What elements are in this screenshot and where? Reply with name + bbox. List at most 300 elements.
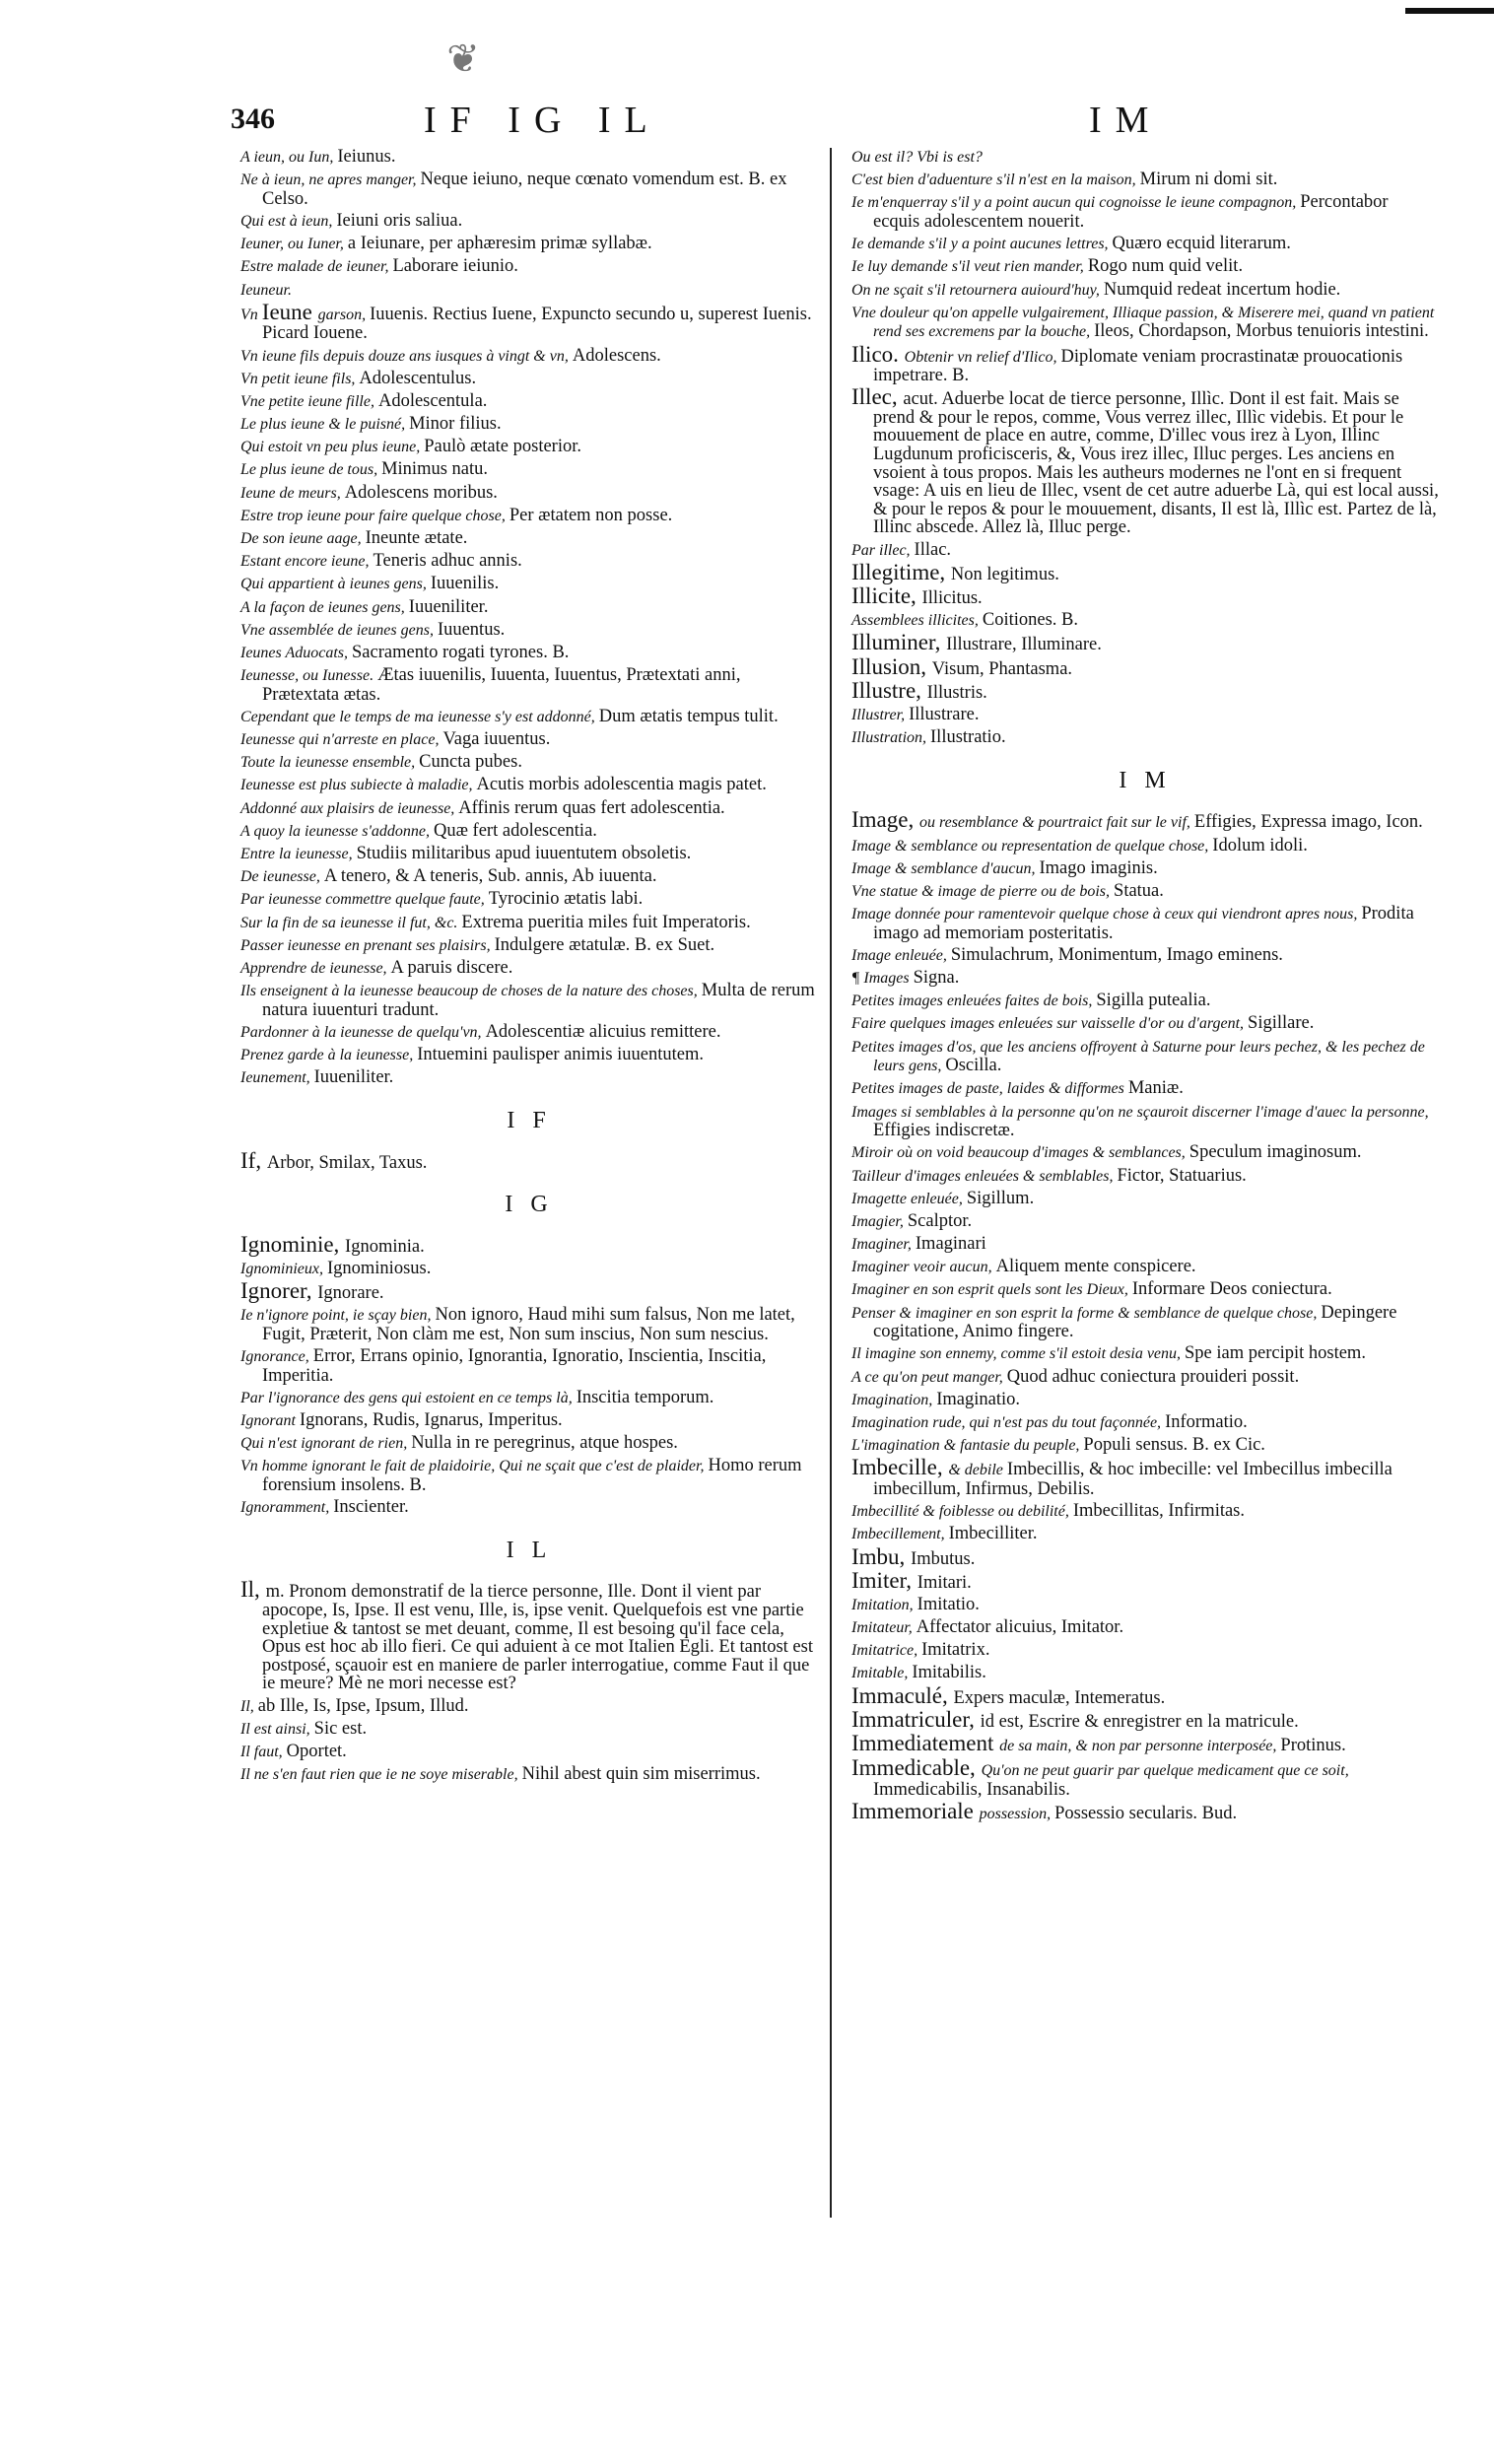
scan-edge-mark bbox=[1405, 8, 1494, 14]
french-phrase: Vne assemblée de ieunes gens, bbox=[240, 621, 438, 639]
dictionary-entry bbox=[851, 859, 1439, 879]
dictionary-entry bbox=[851, 1079, 1439, 1099]
french-phrase: C'est bien d'aduenture s'il n'est en la maison, bbox=[851, 171, 1140, 189]
dictionary-entry bbox=[851, 1014, 1439, 1034]
dictionary-entry bbox=[240, 171, 818, 208]
dictionary-entry bbox=[851, 1436, 1439, 1456]
dictionary-entry bbox=[851, 837, 1439, 856]
dictionary-entry bbox=[851, 611, 1439, 631]
latin-equivalent: Tyrocinio ætatis labi. bbox=[488, 889, 644, 910]
french-phrase: Qui estoit vn peu plus ieune, bbox=[240, 439, 425, 456]
french-phrase: Petites images enleuées faites de bois, bbox=[851, 992, 1097, 1010]
latin-equivalent: Imitari. bbox=[917, 1572, 972, 1593]
dictionary-entry bbox=[240, 1046, 818, 1065]
french-phrase: Sur la fin de sa ieunesse il fut, &c. bbox=[240, 914, 462, 931]
dictionary-entry bbox=[240, 1697, 818, 1717]
latin-equivalent: Mirum ni domi sit. bbox=[1139, 170, 1278, 190]
french-phrase: Il faut, bbox=[240, 1743, 287, 1760]
french-phrase: Image donnée pour ramentevoir quelque chose à ceux qui viendront apres nous, bbox=[851, 906, 1362, 924]
french-phrase: Ieunesse est plus subiecte à maladie, bbox=[240, 777, 477, 794]
ornament-icon: ❦ bbox=[446, 36, 480, 81]
latin-equivalent: Ieiuni oris saliua. bbox=[336, 210, 463, 231]
dictionary-entry bbox=[851, 304, 1439, 342]
headword: Imbecille, bbox=[851, 1455, 949, 1480]
latin-equivalent: Non ignoro, Haud mihi sum falsus, Non me latet, Fugit, Præterit, Non clàm me est, Non sum inscius, Non sum nescius. bbox=[262, 1305, 795, 1344]
dictionary-entry bbox=[851, 1258, 1439, 1277]
dictionary-entry bbox=[240, 799, 818, 819]
latin-equivalent: Vaga iuuentus. bbox=[442, 729, 551, 750]
french-phrase: Ieune de meurs, bbox=[240, 484, 345, 502]
dictionary-entry bbox=[851, 559, 1439, 584]
latin-equivalent: Sacramento rogati tyrones. B. bbox=[352, 642, 570, 662]
dictionary-entry bbox=[851, 1596, 1439, 1615]
dictionary-entry bbox=[851, 341, 1439, 386]
dictionary-entry bbox=[240, 867, 818, 887]
dictionary-entry bbox=[851, 882, 1439, 902]
latin-equivalent: Scalptor. bbox=[907, 1210, 973, 1231]
latin-equivalent: Adolescens. bbox=[572, 345, 661, 366]
latin-equivalent: Ætas iuuenilis, Iuuenta, Iuuentus, Prætextati anni, Prætextata ætas. bbox=[262, 665, 741, 705]
headword: Illuminer, bbox=[851, 630, 947, 655]
latin-equivalent: Ignorans, Rudis, Ignarus, Imperitus. bbox=[300, 1410, 563, 1430]
latin-equivalent: Illustrare. bbox=[909, 704, 980, 724]
french-phrase: Pardonner à la ieunesse de quelqu'vn, bbox=[240, 1023, 486, 1041]
dictionary-entry bbox=[851, 807, 1439, 833]
dictionary-entry bbox=[851, 384, 1439, 538]
latin-equivalent: Oportet. bbox=[286, 1741, 347, 1761]
french-phrase: Ie demande s'il y a point aucunes lettres, bbox=[851, 236, 1113, 253]
latin-equivalent: Sigillum. bbox=[966, 1188, 1035, 1208]
latin-equivalent: id est, Escrire & enregistrer en la matricule. bbox=[980, 1711, 1299, 1732]
latin-equivalent: Imbecillis, & hoc imbecille: vel Imbecillus imbecilla imbecillum, Infirmus, Debilis. bbox=[873, 1460, 1392, 1499]
latin-equivalent: Imitabilis. bbox=[912, 1663, 986, 1683]
running-head-left: IF IG IL bbox=[424, 100, 661, 141]
running-head-right: IM bbox=[1089, 100, 1163, 141]
french-phrase: Ieuneur. bbox=[240, 281, 292, 299]
latin-equivalent: Illicitus. bbox=[921, 588, 983, 608]
french-phrase: Ignorance, bbox=[240, 1348, 313, 1366]
french-phrase: Il ne s'en faut rien que ie ne soye miserable, bbox=[240, 1766, 522, 1784]
latin-equivalent: Studiis militaribus apud iuuentutem obsoletis. bbox=[356, 844, 692, 864]
dictionary-entry bbox=[851, 1455, 1439, 1499]
dictionary-entry bbox=[851, 1618, 1439, 1638]
latin-equivalent: Imaginatio. bbox=[936, 1389, 1020, 1409]
latin-equivalent: Adolescentulus. bbox=[359, 368, 477, 388]
dictionary-entry bbox=[240, 890, 818, 910]
dictionary-entry bbox=[240, 1068, 818, 1088]
french-phrase: Toute la ieunesse ensemble, bbox=[240, 754, 420, 772]
french-phrase: Ou est il? Vbi is est? bbox=[851, 149, 983, 166]
latin-equivalent: A tenero, & A teneris, Sub. annis, Ab iuuenta. bbox=[323, 866, 657, 887]
latin-equivalent: Informatio. bbox=[1165, 1412, 1248, 1432]
dictionary-entry bbox=[240, 212, 818, 232]
french-phrase: Imagette enleuée, bbox=[851, 1190, 967, 1207]
french-phrase: Par illec, bbox=[851, 541, 915, 559]
latin-equivalent: Sic est. bbox=[313, 1718, 368, 1739]
headword: Image, bbox=[851, 807, 919, 833]
french-phrase: Passer ieunesse en prenant ses plaisirs, bbox=[240, 936, 495, 954]
dictionary-entry bbox=[240, 959, 818, 979]
latin-equivalent: Illustratio. bbox=[930, 727, 1006, 748]
latin-equivalent: Immedicabilis, Insanabilis. bbox=[873, 1779, 1070, 1800]
dictionary-entry bbox=[851, 946, 1439, 966]
left-column bbox=[240, 148, 818, 1788]
dictionary-entry bbox=[851, 992, 1439, 1011]
dictionary-entry bbox=[851, 148, 1439, 168]
headword: Immediatement bbox=[851, 1731, 1000, 1756]
latin-equivalent: Laborare ieiunio. bbox=[392, 256, 518, 277]
dictionary-entry bbox=[240, 1278, 818, 1304]
french-phrase: Vn ieune fils depuis douze ans iusques à vingt & vn, bbox=[240, 347, 573, 365]
latin-equivalent: Quæ fert adolescentia. bbox=[433, 820, 597, 841]
headword: Il, bbox=[240, 1577, 266, 1603]
french-phrase: Il, bbox=[240, 1697, 258, 1715]
dictionary-entry bbox=[851, 235, 1439, 254]
page-number: 346 bbox=[231, 103, 275, 135]
headword: Ignorer, bbox=[240, 1278, 318, 1304]
dictionary-entry bbox=[851, 1280, 1439, 1300]
latin-equivalent: Affinis rerum quas fert adolescentia. bbox=[458, 797, 725, 818]
latin-equivalent: Statua. bbox=[1114, 880, 1164, 901]
dictionary-entry bbox=[240, 484, 818, 504]
french-phrase: Apprendre de ieunesse, bbox=[240, 959, 391, 977]
dictionary-entry bbox=[240, 370, 818, 389]
french-phrase: Image & semblance d'aucun, bbox=[851, 859, 1040, 877]
dictionary-entry bbox=[240, 1498, 818, 1518]
french-phrase: A quoy la ieunesse s'addonne, bbox=[240, 822, 434, 840]
latin-equivalent: Illustrare, Illuminare. bbox=[946, 635, 1102, 655]
french-gloss: Obtenir vn relief d'Ilico, bbox=[904, 348, 1061, 366]
latin-equivalent: Imago imaginis. bbox=[1039, 857, 1158, 878]
dictionary-entry bbox=[240, 552, 818, 572]
section-heading: I L bbox=[506, 1537, 553, 1563]
french-phrase: Image enleuée, bbox=[851, 946, 951, 964]
dictionary-entry bbox=[851, 1235, 1439, 1255]
latin-equivalent: ab Ille, Is, Ipse, Ipsum, Illud. bbox=[257, 1695, 469, 1716]
latin-equivalent: Prodita imago ad memoriam posteritatis. bbox=[873, 904, 1414, 943]
french-phrase: De ieunesse, bbox=[240, 868, 324, 886]
french-phrase: On ne sçait s'il retournera auiourd'huy, bbox=[851, 281, 1104, 299]
latin-equivalent: Rogo num quid velit. bbox=[1087, 256, 1244, 277]
dictionary-entry bbox=[240, 1434, 818, 1454]
dictionary-entry bbox=[240, 753, 818, 773]
latin-equivalent: Iuuentus. bbox=[437, 619, 506, 640]
latin-equivalent: Imbutus. bbox=[911, 1548, 976, 1569]
french-phrase: A la façon de ieunes gens, bbox=[240, 598, 409, 616]
dictionary-entry bbox=[240, 1023, 818, 1043]
french-phrase: Ieunement, bbox=[240, 1069, 314, 1087]
latin-equivalent: Visum, Phantasma. bbox=[931, 658, 1073, 679]
dictionary-entry bbox=[851, 1038, 1439, 1076]
right-column bbox=[851, 148, 1439, 1827]
latin-equivalent: Illac. bbox=[914, 539, 952, 560]
latin-equivalent: Oscilla. bbox=[945, 1056, 1002, 1076]
dictionary-entry bbox=[240, 257, 818, 277]
latin-equivalent: Cuncta pubes. bbox=[419, 752, 522, 773]
latin-equivalent: Iuuenilis. bbox=[430, 574, 500, 594]
french-phrase: Petites images de paste, laides & difformes bbox=[851, 1080, 1128, 1098]
dictionary-entry bbox=[851, 1190, 1439, 1209]
latin-equivalent: Adolescentula. bbox=[377, 390, 488, 411]
latin-equivalent: Inscienter. bbox=[333, 1497, 409, 1518]
headword: Ieune bbox=[261, 299, 318, 324]
dictionary-entry bbox=[851, 1391, 1439, 1410]
french-phrase: Il imagine son ennemy, comme s'il estoit desia venu, bbox=[851, 1345, 1186, 1363]
dictionary-entry bbox=[240, 507, 818, 526]
dictionary-entry bbox=[240, 1147, 818, 1173]
headword: Illustre, bbox=[851, 677, 927, 703]
dictionary-entry bbox=[851, 193, 1439, 231]
french-phrase: Ie m'enquerray s'il y a point aucun qui cognoisse le ieune compagnon, bbox=[851, 194, 1301, 212]
french-phrase: Imaginer veoir aucun, bbox=[851, 1259, 996, 1276]
latin-equivalent: Effigies indiscretæ. bbox=[873, 1121, 1015, 1141]
dictionary-entry bbox=[240, 644, 818, 663]
latin-equivalent: m. Pronom demonstratif de la tierce personne, Ille. Dont il vient par apocope, Is, Ipse. Il est venu, Ille, is, ipse venit. Quelquefois est vne partie expletiue & tantost se met deuant, comme, Il est besoing qu'il face cela, Opus est hoc ab illo fieri. Ce qui aduient à ce mot Italien Egli. Et tantost est postposé, sçauoir est en maniere de parler interrogatiue, comme Faut il que ie meure? Mè ne mori necesse est? bbox=[262, 1582, 813, 1694]
dictionary-entry bbox=[240, 347, 818, 367]
french-phrase: Ieunesse, ou Iunesse. bbox=[240, 667, 378, 685]
dictionary-entry bbox=[240, 299, 818, 344]
latin-equivalent: Minor filius. bbox=[409, 414, 502, 435]
dictionary-entry bbox=[851, 1167, 1439, 1187]
latin-equivalent: Acutis morbis adolescentia magis patet. bbox=[476, 775, 767, 795]
dictionary-entry bbox=[240, 1389, 818, 1408]
dictionary-entry bbox=[851, 1304, 1439, 1341]
dictionary-entry bbox=[851, 281, 1439, 301]
french-phrase: Penser & imaginer en son esprit la forme & semblance de quelque chose, bbox=[851, 1304, 1322, 1322]
latin-equivalent: Imitatrix. bbox=[921, 1640, 990, 1661]
dictionary-entry bbox=[240, 281, 818, 301]
french-phrase: Ieuner, ou Iuner, bbox=[240, 236, 348, 253]
headword: Immemoriale bbox=[851, 1799, 980, 1823]
french-phrase: Imitable, bbox=[851, 1665, 913, 1682]
french-phrase: De son ieune aage, bbox=[240, 530, 366, 547]
dictionary-entry bbox=[240, 1577, 818, 1694]
headword: Illicite, bbox=[851, 583, 922, 608]
headword: Ilico. bbox=[851, 341, 905, 367]
french-phrase: Estre malade de ieuner, bbox=[240, 258, 393, 276]
latin-equivalent: Adolescens moribus. bbox=[344, 482, 498, 503]
french-phrase: Qui n'est ignorant de rien, bbox=[240, 1435, 412, 1453]
dictionary-entry bbox=[851, 969, 1439, 989]
french-phrase: Ie n'ignore point, ie sçay bien, bbox=[240, 1307, 436, 1325]
latin-equivalent: a Ieiunare, per aphæresim primæ syllabæ. bbox=[347, 234, 652, 254]
french-phrase: Imitation, bbox=[851, 1596, 917, 1613]
french-phrase: Illustration, bbox=[851, 729, 931, 747]
french-phrase: Estant encore ieune, bbox=[240, 553, 374, 571]
dictionary-entry bbox=[851, 1799, 1439, 1824]
headword: Imiter, bbox=[851, 1567, 917, 1593]
dictionary-entry bbox=[240, 1743, 818, 1762]
latin-equivalent: Error, Errans opinio, Ignorantia, Ignoratio, Inscientia, Inscitia, Imperitia. bbox=[262, 1346, 767, 1386]
dictionary-entry bbox=[851, 1413, 1439, 1433]
dictionary-entry bbox=[240, 666, 818, 704]
latin-equivalent: Aliquem mente conspicere. bbox=[995, 1257, 1196, 1277]
dictionary-entry bbox=[240, 1765, 818, 1785]
french-phrase: Imitatrice, bbox=[851, 1642, 922, 1660]
latin-equivalent: Effigies, Expressa imago, Icon. bbox=[1193, 812, 1423, 833]
french-gloss: garson, bbox=[317, 306, 371, 323]
french-phrase: Miroir où on void beaucoup d'images & semblances, bbox=[851, 1144, 1189, 1162]
latin-equivalent: Indulgere ætatulæ. B. ex Suet. bbox=[494, 934, 715, 955]
latin-equivalent: Ineunte ætate. bbox=[365, 528, 468, 548]
dictionary-entry bbox=[851, 1368, 1439, 1388]
latin-equivalent: Dum ætatis tempus tulit. bbox=[598, 706, 779, 726]
dictionary-entry bbox=[240, 1720, 818, 1740]
dictionary-entry bbox=[851, 1103, 1439, 1140]
latin-equivalent: Arbor, Smilax, Taxus. bbox=[266, 1152, 428, 1173]
headword: Imbu, bbox=[851, 1543, 912, 1569]
dictionary-entry bbox=[851, 1664, 1439, 1683]
latin-equivalent: Speculum imaginosum. bbox=[1188, 1142, 1362, 1163]
french-phrase: Prenez garde à la ieunesse, bbox=[240, 1047, 418, 1064]
latin-equivalent: Expers maculæ, Intemeratus. bbox=[953, 1687, 1166, 1708]
french-phrase: Faire quelques images enleuées sur vaisselle d'or ou d'argent, bbox=[851, 1015, 1249, 1033]
latin-equivalent: Iuueniliter. bbox=[408, 596, 489, 617]
latin-equivalent: Inscitia temporum. bbox=[576, 1387, 714, 1407]
latin-equivalent: Simulachrum, Monimentum, Imago eminens. bbox=[950, 944, 1283, 965]
dictionary-entry bbox=[851, 1543, 1439, 1569]
latin-equivalent: Adolescentiæ alicuius remittere. bbox=[485, 1021, 721, 1042]
dictionary-entry bbox=[240, 460, 818, 480]
dictionary-entry bbox=[851, 653, 1439, 679]
french-phrase: Imagination rude, qui n'est pas du tout façonnée, bbox=[851, 1414, 1166, 1431]
dictionary-entry bbox=[240, 598, 818, 618]
dictionary-entry bbox=[851, 1755, 1439, 1800]
latin-equivalent: Imitatio. bbox=[917, 1594, 980, 1614]
french-phrase: Addonné aux plaisirs de ieunesse, bbox=[240, 799, 459, 817]
french-phrase: Vn petit ieune fils, bbox=[240, 370, 360, 387]
french-phrase: Le plus ieune de tous, bbox=[240, 461, 382, 479]
french-gloss: ou resemblance & pourtraict fait sur le vif, bbox=[918, 814, 1194, 832]
french-phrase: Ne à ieun, ne apres manger, bbox=[240, 171, 421, 189]
latin-equivalent: Homo rerum forensium insolens. B. bbox=[262, 1456, 802, 1495]
dictionary-entry bbox=[851, 1212, 1439, 1232]
french-phrase: Ieunesse qui n'arreste en place, bbox=[240, 731, 443, 749]
column-divider bbox=[830, 148, 832, 2218]
latin-equivalent: Percontabor ecquis adolescentem nouerit. bbox=[873, 192, 1389, 232]
latin-equivalent: Multa de rerum natura iuuenturi tradunt. bbox=[262, 981, 815, 1020]
french-phrase: Par ieunesse commettre quelque faute, bbox=[240, 891, 489, 909]
dictionary-entry bbox=[851, 1567, 1439, 1593]
latin-equivalent: Iuuenis. Rectius Iuene, Expuncto secundo u, superest Iuenis. Picard Iouene. bbox=[262, 304, 812, 344]
dictionary-entry bbox=[851, 1143, 1439, 1163]
french-phrase: Entre la ieunesse, bbox=[240, 846, 357, 863]
latin-equivalent: Idolum idoli. bbox=[1212, 835, 1308, 856]
french-phrase: Ieunes Aduocats, bbox=[240, 644, 353, 661]
french-phrase: Qui appartient à ieunes gens, bbox=[240, 576, 431, 593]
dictionary-entry bbox=[240, 1306, 818, 1343]
french-phrase: L'imagination & fantasie du peuple, bbox=[851, 1437, 1084, 1455]
latin-equivalent: Paulò ætate posterior. bbox=[424, 437, 581, 457]
dictionary-entry bbox=[240, 936, 818, 956]
latin-equivalent: Intuemini paulisper animis iuuentutem. bbox=[417, 1045, 705, 1065]
dictionary-entry bbox=[851, 257, 1439, 277]
french-phrase: Vne douleur qu'on appelle vulgairement, Illiaque passion, & Miserere mei, quand vn patient rend ses excremens par la bouche, bbox=[851, 304, 1435, 341]
headword: Immatriculer, bbox=[851, 1706, 981, 1732]
headword: Illusion, bbox=[851, 653, 932, 679]
latin-equivalent: Affectator alicuius, Imitator. bbox=[916, 1617, 1124, 1638]
french-phrase: Imagination, bbox=[851, 1391, 937, 1408]
latin-equivalent: Populi sensus. B. ex Cic. bbox=[1083, 1435, 1265, 1456]
latin-equivalent: Sigillare. bbox=[1248, 1013, 1315, 1034]
french-gloss: possession, bbox=[979, 1806, 1055, 1822]
dictionary-entry bbox=[240, 914, 818, 933]
dictionary-entry bbox=[240, 1260, 818, 1279]
french-phrase: Ignominieux, bbox=[240, 1260, 327, 1277]
french-gloss: Qu'on ne peut guarir par quelque medicament que ce soit, bbox=[981, 1762, 1349, 1780]
latin-equivalent: Iuueniliter. bbox=[313, 1067, 394, 1088]
dictionary-entry bbox=[240, 708, 818, 727]
dictionary-entry bbox=[240, 1411, 818, 1431]
dictionary-entry bbox=[851, 677, 1439, 703]
french-phrase: Images si semblables à la personne qu'on ne sçauroit discerner l'image d'auec la personne, bbox=[851, 1103, 1429, 1121]
dictionary-entry bbox=[851, 541, 1439, 561]
latin-equivalent: Depingere cogitatione, Animo fingere. bbox=[873, 1302, 1397, 1342]
french-phrase: Le plus ieune & le puisné, bbox=[240, 416, 410, 434]
latin-equivalent: Sigilla putealia. bbox=[1096, 991, 1211, 1011]
french-phrase: Image & semblance ou representation de quelque chose, bbox=[851, 837, 1213, 855]
french-phrase: Ie luy demande s'il veut rien mander, bbox=[851, 258, 1088, 276]
french-phrase: Imaginer en son esprit quels sont les Dieux, bbox=[851, 1281, 1132, 1299]
dictionary-entry bbox=[240, 235, 818, 254]
headword: Illec, bbox=[851, 384, 904, 410]
dictionary-entry bbox=[851, 583, 1439, 608]
latin-equivalent: Numquid redeat incertum hodie. bbox=[1103, 279, 1341, 300]
french-gloss: & debile bbox=[948, 1462, 1007, 1479]
dictionary-entry bbox=[851, 1525, 1439, 1544]
french-phrase: A ce qu'on peut manger, bbox=[851, 1368, 1007, 1386]
french-phrase: Vn bbox=[240, 306, 262, 323]
dictionary-entry bbox=[240, 392, 818, 412]
dictionary-entry bbox=[851, 630, 1439, 655]
latin-equivalent: Coitiones. B. bbox=[982, 610, 1078, 631]
latin-equivalent: Ieiunus. bbox=[337, 147, 396, 167]
dictionary-entry bbox=[851, 171, 1439, 190]
french-phrase: Assemblees illicites, bbox=[851, 612, 983, 630]
latin-equivalent: Quod adhuc coniectura prouideri possit. bbox=[1006, 1366, 1300, 1387]
latin-equivalent: Teneris adhuc annis. bbox=[373, 551, 522, 572]
dictionary-entry bbox=[851, 1731, 1439, 1756]
latin-equivalent: A paruis discere. bbox=[390, 957, 513, 978]
french-phrase: Vne petite ieune fille, bbox=[240, 392, 378, 410]
section-heading: I F bbox=[507, 1107, 552, 1133]
dictionary-entry bbox=[240, 1231, 818, 1257]
latin-equivalent: Protinus. bbox=[1280, 1736, 1346, 1756]
latin-equivalent: Diplomate veniam procrastinatæ prouocationis impetrare. B. bbox=[873, 346, 1403, 386]
french-phrase: Ils enseignent à la ieunesse beaucoup de choses de la nature des choses, bbox=[240, 983, 702, 1000]
french-phrase: Illustrer, bbox=[851, 706, 910, 723]
latin-equivalent: Non legitimus. bbox=[950, 564, 1059, 584]
french-phrase: ¶ Images bbox=[851, 970, 914, 988]
dictionary-entry bbox=[240, 1347, 818, 1385]
dictionary-entry bbox=[240, 621, 818, 641]
dictionary-entry bbox=[240, 730, 818, 750]
latin-equivalent: Imaginari bbox=[915, 1234, 986, 1255]
french-phrase: Il est ainsi, bbox=[240, 1720, 314, 1738]
french-gloss: de sa main, & non par personne interposée, bbox=[999, 1738, 1281, 1755]
french-phrase: Vne statue & image de pierre ou de bois, bbox=[851, 882, 1115, 900]
section-heading: I M bbox=[1119, 767, 1172, 793]
latin-equivalent: Extrema pueritia miles fuit Imperatoris. bbox=[461, 912, 751, 932]
dictionary-entry bbox=[240, 845, 818, 864]
latin-equivalent: Quæro ecquid literarum. bbox=[1112, 234, 1291, 254]
french-phrase: Petites images d'os, que les anciens offroyent à Saturne pour leurs pechez, & les pechez de leurs gens, bbox=[851, 1038, 1425, 1075]
dictionary-entry bbox=[240, 148, 818, 168]
latin-equivalent: Ignominiosus. bbox=[326, 1258, 432, 1278]
dictionary-entry bbox=[240, 1457, 818, 1494]
dictionary-entry bbox=[240, 575, 818, 594]
french-phrase: Imitateur, bbox=[851, 1619, 917, 1637]
